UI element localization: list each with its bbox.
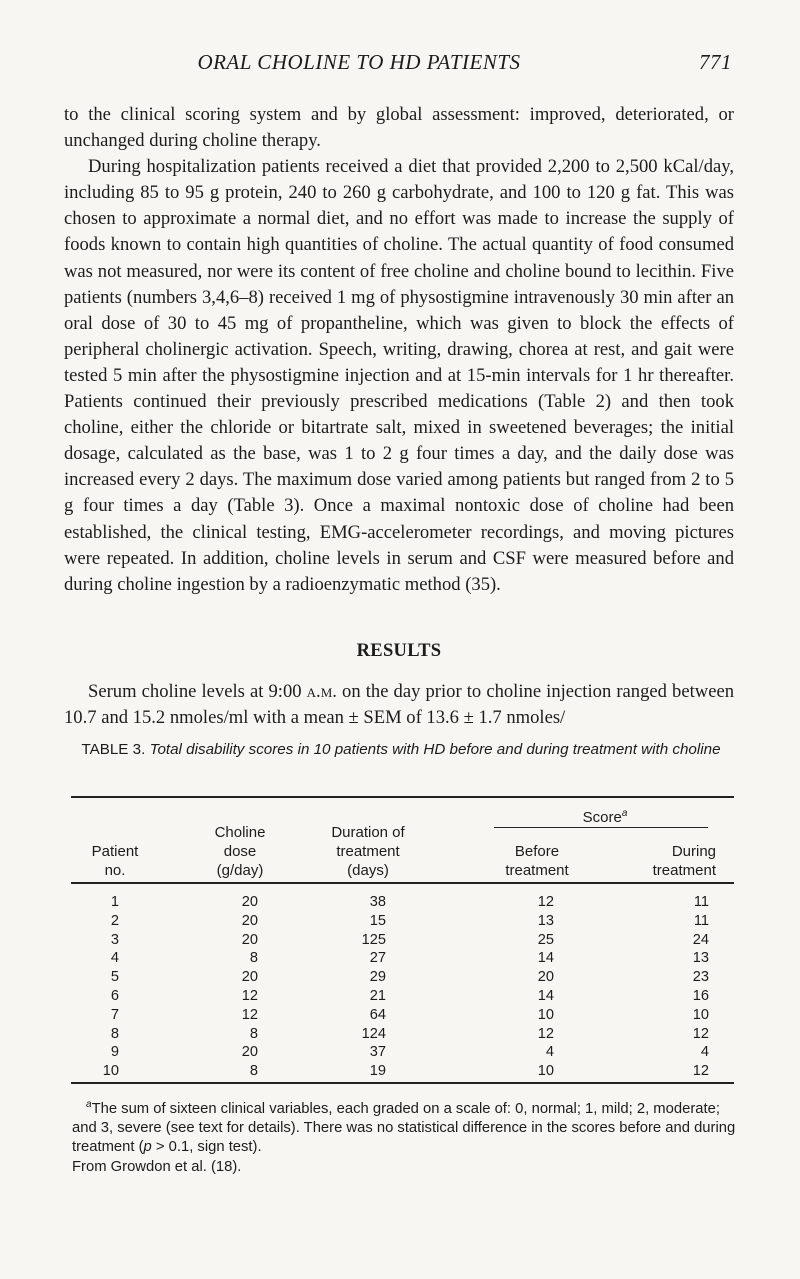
table-cell: 23 [692,969,709,986]
body-text [64,102,734,598]
table-cell: 1 [110,894,119,910]
table-cell: 12 [537,894,554,910]
section-heading: RESULTS [356,641,442,661]
header-before: Before treatment [505,843,569,879]
table-cell: 64 [369,1006,386,1023]
table-cell: 8 [249,1063,258,1080]
score-group-rule [494,827,708,828]
table-cell: 8 [249,1025,258,1042]
table-cell: 19 [369,1063,386,1080]
table-footnote: $^a$The sum of sixteen clinical variables, each graded on a scale of: 0, normal; 1, mild; 2, moderate; and 3, severe (see text for details). There was no statistical difference in the scores before and during treatment (p > 0.1, sign test). [72,1099,736,1156]
table-cell: 4 [700,1044,709,1061]
table-cell: 20 [241,912,258,929]
table-row [0,1026,800,1044]
table-cell: 27 [369,950,386,967]
table-row [0,950,800,968]
table-cell: 13 [692,950,709,967]
table-cell: 10 [537,1006,554,1023]
table-cell: 11 [693,912,709,929]
table-cell: 3 [110,931,119,948]
table-cell: 20 [241,1044,258,1061]
table-row [0,969,800,987]
table-cell: 4 [110,950,119,967]
table-row [0,932,800,950]
table-cell: 9 [110,1044,119,1061]
table-cell: 10 [692,1006,709,1023]
table-cell: 20 [537,969,554,986]
header-score-group: Score$^a$ [582,808,628,826]
table-cell: 37 [369,1044,386,1061]
table-cell: 7 [110,1006,119,1023]
results-text-end: on the day prior to choline injection ranged between 10.7 and 15.2 nmoles/ml with a mean ± SEM of 13.6 ± 1.7 nmoles/ [64,681,734,729]
paragraph: During hospitalization patients received a diet that provided 2,200 to 2,500 kCal/day, including 85 to 95 g protein, 240 to 260 g carbohydrate, and 100 to 120 g fat. This was chosen to approximate a normal diet, and no effort was made to increase the supply of foods known to contain high quantities of choline. The actual quantity of food consumed was not measured, nor were its content of free choline and choline bound to lecithin. Five patients (numbers 3,4,6–8) received 1 mg of physostigmine intravenously 30 min after an oral dose of 30 to 45 mg of propantheline, which was given to block the effects of peripheral cholinergic activation. Speech, writing, drawing, chorea at rest, and gait were tested 5 min after the physostigmine injection and at 15-min intervals for 1 hr thereafter. Patients continued their previously prescribed medications (Table 2) and then took choline, either the chloride or bitartrate salt, mixed in sweetened beverages; the initial dosage, calculated as the base, was 1 to 2 g four times a day, and the daily dose was increased every 2 days. The maximum dose varied among patients but ranged from 2 to 5 g four times a day (Table 3). Once a maximal nontoxic dose of choline had been established, the clinical testing, EMG-accelerometer recordings, and moving pictures were repeated. In addition, choline levels in serum and CSF were measured before and during choline ingestion by a radioenzymatic method (35). [64,156,734,595]
table-cell: 12 [692,1063,709,1080]
paragraph [64,679,734,731]
table-footnotes [72,1095,736,1177]
table-cell: 2 [110,912,119,929]
table-row [0,1063,800,1081]
table-cell: 24 [692,931,709,948]
table-caption [72,740,730,759]
header-dose: Choline dose (g/day) [214,824,266,879]
table-cell: 5 [110,969,119,986]
table-cell: 20 [241,969,258,986]
table-cell: 10 [102,1063,119,1080]
table-bottom-rule [71,1082,734,1084]
table-cell: 20 [241,894,258,910]
table-top-rule [71,796,734,798]
table-cell: 10 [537,1063,554,1080]
table-label: TABLE 3. [81,741,146,758]
table-cell: 12 [537,1025,554,1042]
table-cell: 29 [369,969,386,986]
paragraph: to the clinical scoring system and by global assessment: improved, deteriorated, or unchanged during choline therapy. [64,104,734,152]
table-cell: 4 [545,1044,554,1061]
table-cell: 11 [693,894,709,910]
table-cell: 12 [241,988,258,1004]
table-cell: 124 [361,1025,386,1042]
table-cell: 14 [537,950,554,967]
table-row [0,894,800,912]
table-row [0,988,800,1006]
table-cell: 13 [537,912,554,929]
table-cell: 14 [537,988,554,1004]
table-cell: 16 [692,988,709,1004]
table-row [0,1044,800,1062]
header-patient: Patient no. [91,843,139,879]
page-number: 771 [699,50,732,74]
header-duration: Duration of treatment (days) [331,824,405,879]
results-text [64,679,734,731]
running-head-title: ORAL CHOLINE TO HD PATIENTS [197,50,521,74]
table-cell: 12 [692,1025,709,1042]
table-cell: 20 [241,931,258,948]
time-suffix: a.m. [306,681,337,702]
table-cell: 21 [369,988,386,1004]
table-cell: 38 [369,894,386,910]
header-during: During treatment [652,843,716,879]
table-cell: 15 [369,912,386,929]
table-header-rule [71,882,734,884]
table-row [0,1007,800,1025]
table-row [0,913,800,931]
results-text-start: Serum choline levels at 9:00 [88,681,307,702]
footnote-marker: a [621,808,628,819]
table-source: From Growdon et al. (18). [72,1158,242,1175]
table-cell: 25 [537,931,554,948]
table-cell: 8 [110,1025,119,1042]
table-cell: 125 [361,931,386,948]
table-cell: 6 [110,988,119,1004]
table-cell: 8 [249,950,258,967]
table-cell: 12 [241,1006,258,1023]
table-title: Total disability scores in 10 patients with HD before and during treatment with choline [149,741,721,758]
